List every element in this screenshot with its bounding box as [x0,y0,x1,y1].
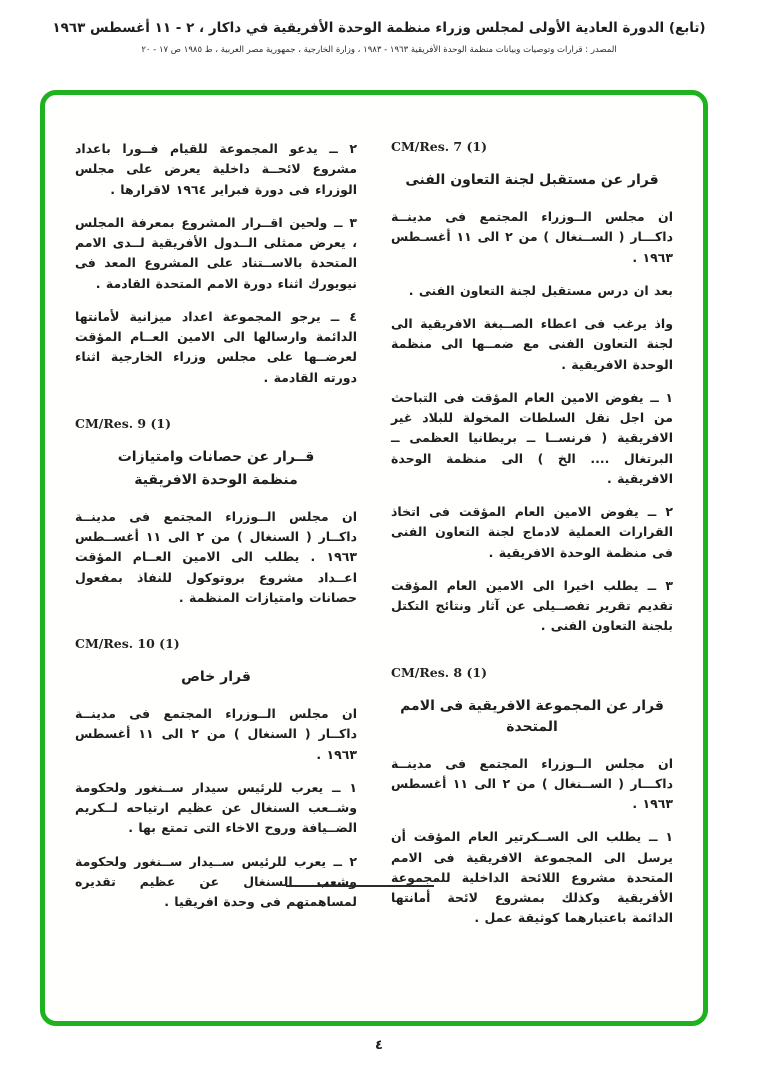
paragraph: ٤ ــ يرجو المجموعة اعداد ميزانية لأمانتها الدائمة وارسالها الى الامين العــام المؤقت لعرضــها على مجلس وزراء الخارجية اثناء دورته القادمة . [75,308,357,385]
paragraph: بعد ان درس مستقبل لجنة التعاون الفنى . [408,282,673,298]
resolution-label-cm-res-10: CM/Res. 10 (1) [75,636,180,651]
paragraph: ١ ــ يفوض الامين العام المؤقت فى التباحث من اجل نقل السلطات المخولة للبلاد غير الافريقية ( فرنســا ــ بريطانيا العظمى ــ البرتغال .... الخ ) الى منظمة الوحدة الافريقية . [391,389,673,486]
paragraph: ٢ ــ يعرب للرئيس ســيدار ســنغور ولحكومة وشعب السنغال عن عظيم تقديره لمساهمتهم فى وحدة افريقيا . [75,853,357,909]
end-of-text-divider [286,885,434,887]
resolution-title-cm-res-10: قرار خاص [181,669,251,685]
resolution-label-cm-res-8: CM/Res. 8 (1) [391,664,488,680]
paragraph: ٣ ــ ولحين اقــرار المشروع بمعرفة المجلس ، يعرض ممثلى الــدول الأفريقية لــدى الامم المتحدة بالاســتناد على المشروع المعد فى نيويورك اثناء دورة الامم المتحدة القادمة . [75,214,357,291]
column-left [75,139,357,942]
resolution-title-cm-res-9: قــرار عن حصانات وامتيازات [117,448,315,465]
paragraph: واذ يرغب فى اعطاء الصــبغة الافريقية الى لجنة التعاون الفنى مع ضمــها الى منظمة الوحدة الافريقية . [391,316,673,372]
paragraph: ان مجلس الــوزراء المجتمع فى مدينــة داكــار ( السنغال ) من ٢ الى ١١ أغســطس ١٩٦٣ . يطلب الى الامين العــام المؤقت اعــداد مشروع بروتوكول للنفاذ بمفعول حصانات وامتيازات المنظمة . [75,508,357,605]
paragraph: ١ ــ يطلب الى الســكرتير العام المؤقت أن يرسل الى المجموعة الافريقية فى الامم المتحدة مشروع اللائحة الداخلية للمجموعة الأفريقية وكذلك بمشروع لائحة أمانتها الدائمة باعتبارهما كوثيقة عمل . [391,829,673,926]
document-frame [40,90,708,1026]
resolution-label-cm-res-7: CM/Res. 7 (1) [391,139,488,154]
page-number: ٤ [375,1038,383,1053]
header-source-line: المصدر : قرارات وتوصيات وبيانات منظمة الوحدة الأفريقية ١٩٦٣ - ١٩٨٣ ، وزارة الخارجية ، جمهورية مصر العربية ، ط ١٩٨٥ ص ١٧ - ٢٠ [141,45,617,55]
page-header [0,0,758,55]
paragraph: ٣ ــ يطلب اخيرا الى الامين العام المؤقت تقديم تقرير تفصــيلى عن آثار ونتائج التكتل بلجنة التعاون الفنى . [391,577,673,634]
paragraph: ١ ــ يعرب للرئيس سيدار ســنغور ولحكومة وشــعب السنغال عن عظيم ارتياحه لــكريم الضــيافة وروح الاخاء التى تمتع بها . [75,779,357,836]
column-right [391,139,673,942]
header-title-line: (تابع) الدورة العادية الأولى لمجلس وزراء منظمة الوحدة الأفريقية في داكار ، ٢ - ١١ أغسطس ١٩٦٣ [52,20,706,36]
two-column-body [45,95,703,942]
paragraph: ان مجلس الــوزراء المجتمع فى مدينــة داكــار ( السنغال ) من ٢ الى ١١ أغسطس ١٩٦٣ . [75,706,357,762]
paragraph: ٢ ــ يفوض الامين العام المؤقت فى اتخاذ القرارات العملية لادماج لجنة التعاون الفنى فى منظمة الوحدة الافريقية . [391,504,673,560]
resolution-label-cm-res-9: CM/Res. 9 (1) [75,415,172,431]
resolution-title-cm-res-9-line2: منظمة الوحدة الافريقية [134,471,298,488]
paragraph: ٢ ــ يدعو المجموعة للقيام فــورا باعداد مشروع لائحــة داخلية يعرض على مجلس الوزراء فى دورة فبراير ١٩٦٤ لاقرارها . [75,141,357,197]
resolution-title-cm-res-8: قرار عن المجموعة الافريقية فى الامم المتحدة [400,697,664,735]
resolution-title-cm-res-7: قرار عن مستقبل لجنة التعاون الفنى [405,172,659,188]
paragraph: ان مجلس الــوزراء المجتمع فى مدينــة داكـــار ( الســنغال ) من ٢ الى ١١ أغسطس ١٩٦٣ . [391,755,673,811]
paragraph: ان مجلس الــوزراء المجتمع فى مدينــة داكـــار ( الســنغال ) من ٢ الى ١١ أغسـطس ١٩٦٣ . [391,209,674,265]
